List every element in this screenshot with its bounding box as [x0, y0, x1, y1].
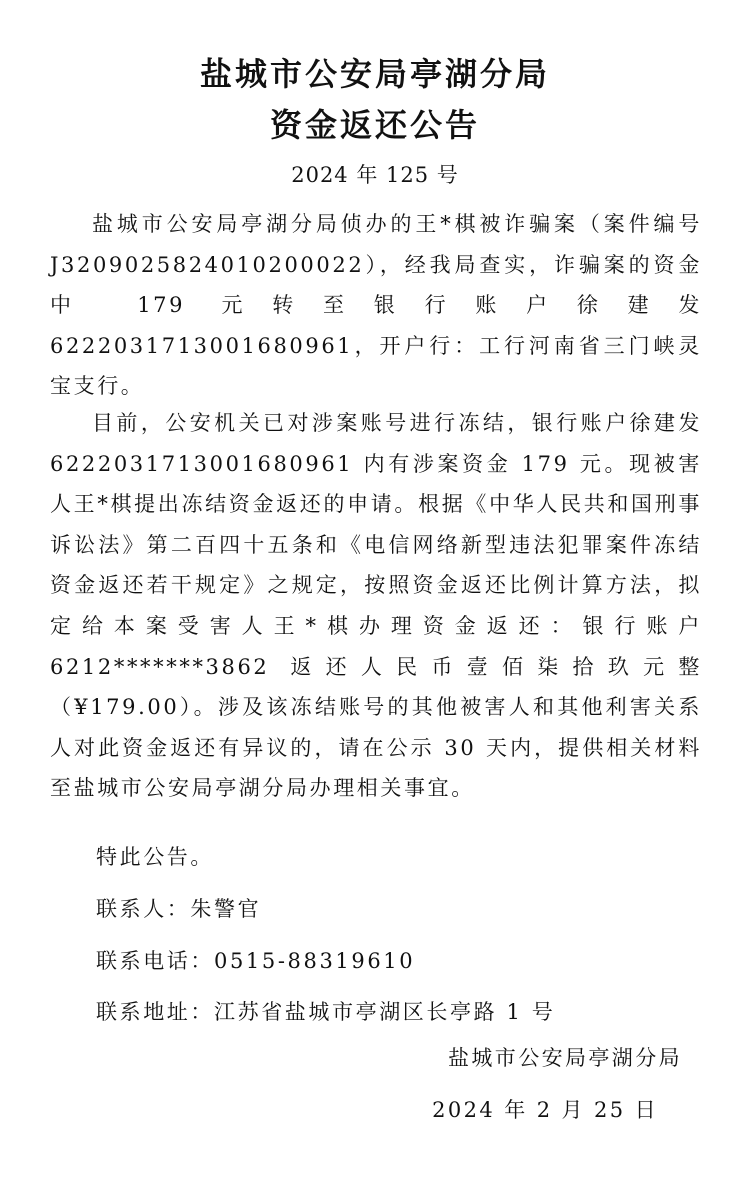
- document-number: 2024 年 125 号: [291, 163, 459, 187]
- signature-organization: 盐城市公安局亭湖分局: [448, 1046, 682, 1070]
- paragraph-case-details: [50, 204, 702, 407]
- contact-address: 联系地址：江苏省盐城市亭湖区长亭路 1 号: [96, 1000, 556, 1024]
- closing-statement: 特此公告。: [96, 845, 214, 869]
- contact-person: 联系人：朱警官: [96, 897, 262, 921]
- contact-phone: 联系电话：0515-88319610: [96, 949, 416, 973]
- document-title-line2: 资金返还公告: [269, 106, 480, 144]
- document-title-line1: 盐城市公安局亭湖分局: [199, 55, 550, 93]
- paragraph-2-text: 目前，公安机关已对涉案账号进行冻结，银行账户徐建发6222031713001680961 内有涉案资金 179 元。现被害人王*棋提出冻结资金返还的申请。根据《中华人民共和国刑事诉讼法》第二百四十五条和《电信网络新型违法犯罪案件冻结资金返还若干规定》之规定，按照资金返还比例计算方法，拟定给本案受害人王*棋办理资金返还：银行账户 6212*******3862 返还人民币壹佰柒拾玖元整（¥179.00）。涉及该冻结账号的其他被害人和其他利害关系人对此资金返还有异议的，请在公示 30 天内，提供相关材料至盐城市公安局亭湖分局办理相关事宜。: [50, 411, 702, 801]
- signature-date: 2024 年 2 月 25 日: [432, 1098, 658, 1122]
- paragraph-1-text: 盐城市公安局亭湖分局侦办的王*棋被诈骗案（案件编号J3209025824010200022），经我局查实，诈骗案的资金中 179 元转至银行账户徐建发 6222031713001680961，开户行：工行河南省三门峡灵宝支行。: [50, 212, 702, 399]
- paragraph-refund-details: [50, 403, 702, 809]
